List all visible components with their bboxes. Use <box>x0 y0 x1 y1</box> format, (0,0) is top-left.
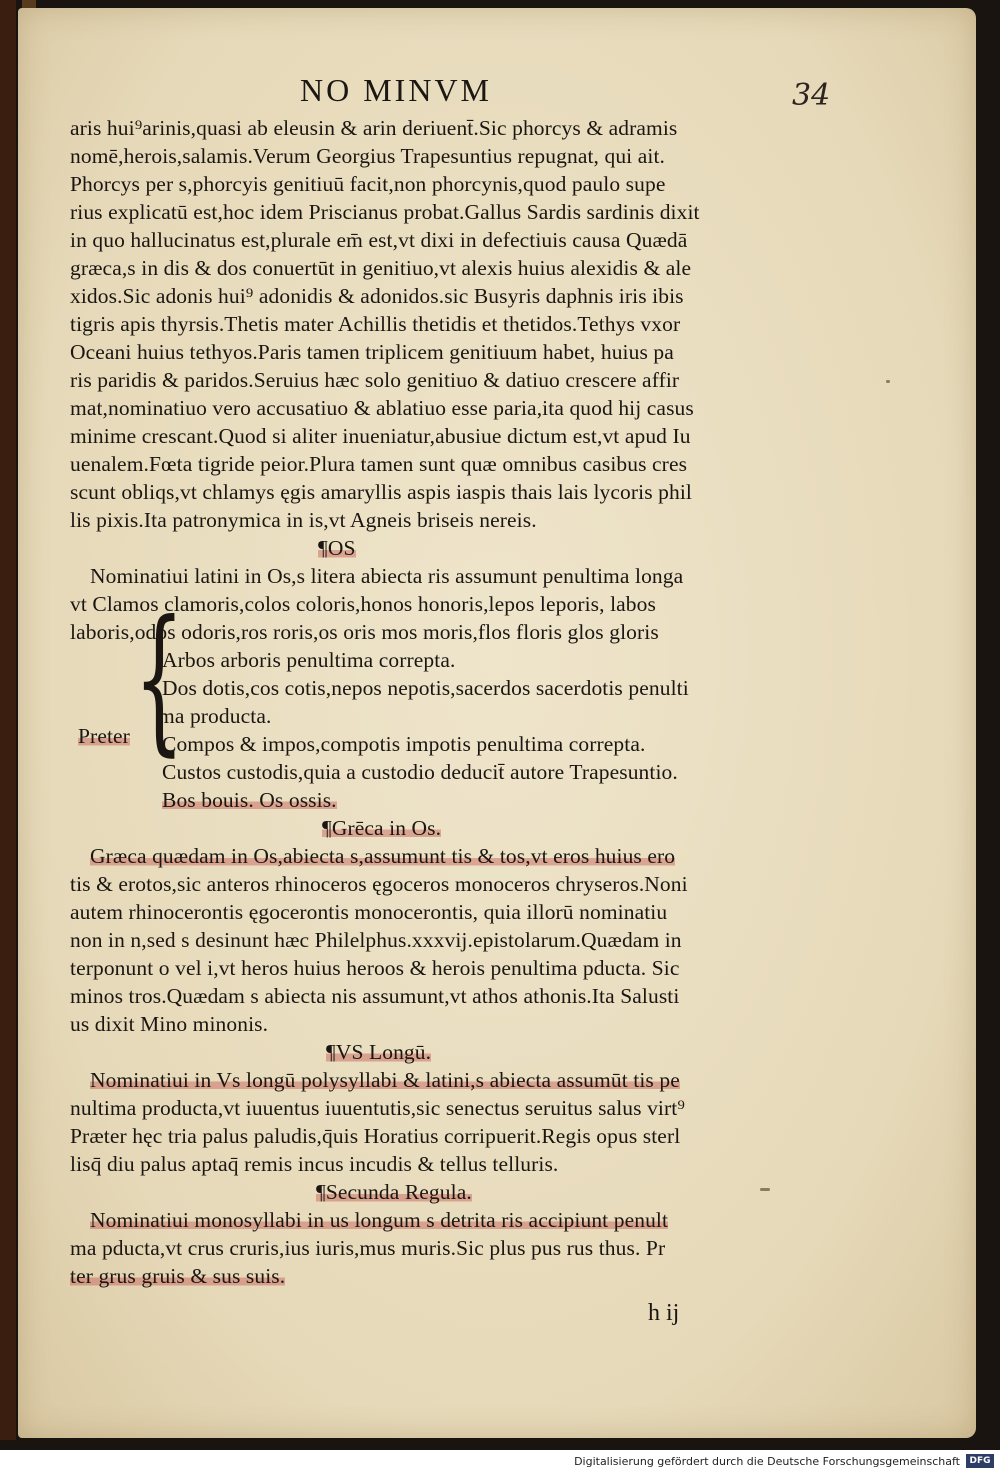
text-line: laboris,odos odoris,ros roris,os oris mos moris,flos floris glos gloris <box>70 620 659 644</box>
text-line: lisq̄ diu palus aptaq̄ remis incus incudis & tellus telluris. <box>70 1152 559 1176</box>
paper-speck <box>760 1188 770 1191</box>
text-line: vt Clamos clamoris,colos coloris,honos honoris,lepos leporis, labos <box>70 592 656 616</box>
margin-label-preter: Preter <box>78 724 130 748</box>
text-line: minos tros.Quædam s abiecta nis assumunt,vt athos athonis.Ita Salusti <box>70 984 680 1008</box>
text-line: rius explicatū est,hoc idem Priscianus probat.Gallus Sardis sardinis dixit <box>70 200 700 224</box>
text-line: non in n,sed s desinunt hæc Philelphus.xxxvij.epistolarum.Quædam in <box>70 928 682 952</box>
text-line: græca,s in dis & dos conuertūt in genitiuo,vt alexis huius alexidis & ale <box>70 256 692 280</box>
folio-number: 34 <box>792 78 831 113</box>
text-line: nultima producta,vt iuuentus iuuentutis,sic senectus seruitus salus virt⁹ <box>70 1096 685 1120</box>
text-line: lis pixis.Ita patronymica in is,vt Agneis briseis nereis. <box>70 508 537 532</box>
text-line: tis & erotos,sic anteros rhinoceros ęgoceros monoceros chryseros.Noni <box>70 872 688 896</box>
text-line: Compos & impos,compotis impotis penultima correpta. <box>162 732 646 756</box>
text-line: ma producta. <box>158 704 272 728</box>
exception-brace: { <box>134 587 185 771</box>
running-head: NO MINVM <box>300 72 492 108</box>
text-line: Dos dotis,cos cotis,nepos nepotis,sacerdos sacerdotis penulti <box>162 676 689 700</box>
section-heading: ¶OS <box>318 536 356 560</box>
text-line: uenalem.Fœta tigride peior.Plura tamen sunt quæ omnibus casibus cres <box>70 452 688 476</box>
text-line: mat,nominatiuo vero accusatiuo & ablatiuo esse paria,ita quod hij casus <box>70 396 694 420</box>
signature-mark: h ij <box>648 1300 680 1326</box>
book-spine <box>0 0 16 1440</box>
text-line: Phorcys per s,phorcyis genitiuū facit,non phorcynis,quod paulo supe <box>70 172 666 196</box>
text-line: Nominatiui latini in Os,s litera abiecta ris assumunt penultima longa <box>90 564 684 588</box>
section-heading: ¶VS Longū. <box>326 1040 432 1064</box>
text-line: autem rhinocerontis ęgocerontis monocerontis, quia illorū nominatiu <box>70 900 668 924</box>
text-line: Græca quædam in Os,abiecta s,assumunt tis & tos,vt eros huius ero <box>90 844 676 868</box>
paper-speck <box>886 380 890 383</box>
text-line: minime crescant.Quod si aliter inueniatur,abusiue dictum est,vt apud Iu <box>70 424 691 448</box>
text-line: Bos bouis. Os ossis. <box>162 788 337 812</box>
text-line: ris paridis & paridos.Seruius hæc solo genitiuo & datiuo crescere affir <box>70 368 680 392</box>
text-line: in quo hallucinatus est,plurale em̄ est,vt dixi in defectiuis causa Quædā <box>70 228 688 252</box>
text-line: ma pducta,vt crus cruris,ius iuris,mus muris.Sic plus pus rus thus. Pr <box>70 1236 666 1260</box>
section-heading: ¶Secunda Regula. <box>316 1180 472 1204</box>
dfg-logo-icon: DFG <box>966 1454 994 1468</box>
text-line: Nominatiui in Vs longū polysyllabi & latini,s abiecta assumūt tis pe <box>90 1068 680 1092</box>
text-line: us dixit Mino minonis. <box>70 1012 269 1036</box>
text-line: aris hui⁹arinis,quasi ab eleusin & arin deriuent̄.Sic phorcys & adramis <box>70 116 678 140</box>
section-heading: ¶Grēca in Os. <box>322 816 442 840</box>
text-line: Arbos arboris penultima correpta. <box>162 648 456 672</box>
text-line: xidos.Sic adonis hui⁹ adonidis & adonidos.sic Busyris daphnis iris ibis <box>70 284 684 308</box>
text-line: ter grus gruis & sus suis. <box>70 1264 286 1288</box>
text-line: terponunt o vel i,vt heros huius heroos & herois penultima pducta. Sic <box>70 956 680 980</box>
text-line: tigris apis thyrsis.Thetis mater Achillis thetidis et thetidos.Tethys vxor <box>70 312 681 336</box>
text-line: Oceani huius tethyos.Paris tamen triplicem genitiuum habet, huius pa <box>70 340 674 364</box>
footer-credit: Digitalisierung gefördert durch die Deutsche Forschungsgemeinschaft <box>574 1455 960 1468</box>
text-line: Præter hęc tria palus paludis,q̄uis Horatius corripuerit.Regis opus sterl <box>70 1124 681 1148</box>
text-line: Nominatiui monosyllabi in us longum s detrita ris accipiunt penult <box>90 1208 669 1232</box>
text-line: scunt obliqs,vt chlamys ęgis amaryllis aspis iaspis thais lais lycoris phil <box>70 480 692 504</box>
text-line: nomē,herois,salamis.Verum Georgius Trapesuntius repugnat, qui ait. <box>70 144 665 168</box>
text-line: Custos custodis,quia a custodio deducit̄ autore Trapesuntio. <box>162 760 678 784</box>
footer-bar <box>0 1450 1000 1474</box>
